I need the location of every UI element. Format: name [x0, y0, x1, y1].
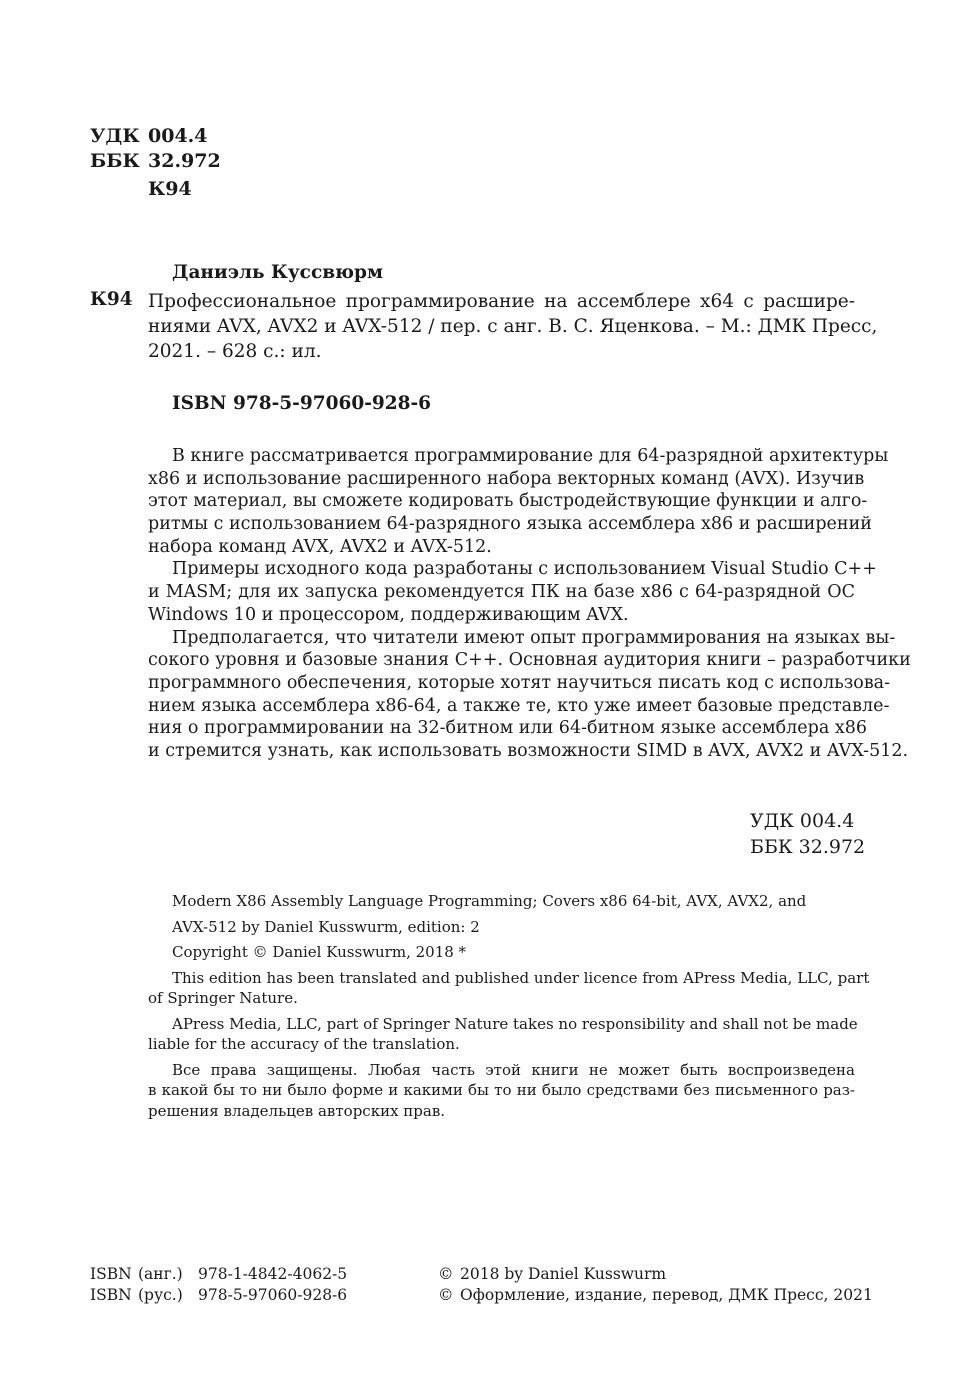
udk-value: 004.4 — [148, 125, 208, 147]
original-title-line: AVX-512 by Daniel Kusswurm, edition: 2 — [172, 917, 480, 936]
bib-line: Профессиональное программирование на ассемблере x64 с расшире- — [148, 291, 855, 312]
disclaimer-line: liable for the accuracy of the translation. — [148, 1035, 460, 1053]
bbk-label: ББК — [90, 150, 140, 172]
isbn-number: 978-5-97060-928-6 — [198, 1286, 348, 1304]
rights-line: Все права защищены. Любая часть этой книги не может быть воспроизведена — [172, 1060, 855, 1079]
isbn-lang: (анг.) — [138, 1265, 183, 1283]
copyright-row — [438, 1285, 873, 1306]
copyright-row — [438, 1264, 873, 1285]
annotation — [148, 445, 911, 763]
annotation-line: ритмы с использованием 64-разрядного языка ассемблера x86 и расширений — [148, 514, 872, 535]
footer-copyrights — [438, 1264, 873, 1306]
isbn-lang: (рус.) — [138, 1286, 183, 1304]
annotation-line: Windows 10 и процессором, поддерживающим AVX. — [148, 604, 629, 625]
annotation-line: и стремится узнать, как использовать возможности SIMD в AVX, AVX2 и AVX-512. — [148, 740, 909, 761]
bbk-right: ББК 32.972 — [750, 836, 866, 858]
author-name: Даниэль Куссвюрм — [172, 262, 384, 283]
annotation-line: Предполагается, что читатели имеют опыт программирования на языках вы- — [172, 627, 896, 648]
bib-author-mark: К94 — [90, 289, 133, 310]
isbn-row — [90, 1264, 347, 1285]
udk-right: УДК 004.4 — [750, 810, 855, 832]
copyright-text: Оформление, издание, перевод, ДМК Пресс, 2021 — [460, 1286, 873, 1304]
classification-right — [750, 808, 865, 860]
bib-line: 2021. – 628 с.: ил. — [148, 341, 322, 362]
rights-line: в какой бы то ни было форме и какими бы то ни было средствами без письменного раз- — [148, 1081, 855, 1099]
author-mark: К94 — [148, 178, 192, 200]
bib-line: ниями AVX, AVX2 и AVX-512 / пер. с анг. В. С. Яценкова. – М.: ДМК Пресс, — [148, 316, 878, 337]
udk-row — [90, 124, 221, 149]
licence-line: of Springer Nature. — [148, 989, 298, 1007]
annotation-line: В книге рассматривается программирование для 64-разрядной архитектуры — [172, 446, 889, 466]
annotation-line: x86 и использование расширенного набора векторных команд (AVX). Изучив — [148, 468, 865, 489]
isbn-label: ISBN — [90, 1286, 132, 1304]
original-title-line: Modern X86 Assembly Language Programming; Covers x86 64-bit, AVX, AVX2, and — [172, 892, 807, 910]
isbn-label: ISBN — [90, 1265, 132, 1283]
classification-block — [90, 124, 221, 202]
licence-line: This edition has been translated and published under licence from APress Media, LLC, part — [172, 968, 870, 987]
annotation-line: Примеры исходного кода разработаны с использованием Visual Studio C++ — [172, 559, 877, 580]
annotation-line: ния о программировании на 32-битном или 64-битном языке ассемблера x86 — [148, 718, 867, 739]
footer-isbns — [90, 1264, 347, 1306]
copyright-icon: © — [438, 1265, 454, 1283]
copyright-text: 2018 by Daniel Kusswurm — [460, 1265, 667, 1283]
annotation-line: сокого уровня и базовые знания C++. Основная аудитория книги – разработчики — [148, 650, 911, 671]
rights-line: решения владельцев авторских прав. — [148, 1101, 446, 1120]
annotation-line: нием языка ассемблера x86-64, а также те, кто уже имеет базовые представле- — [148, 695, 890, 716]
annotation-line: этот материал, вы сможете кодировать быстродействующие функции и алго- — [148, 491, 868, 512]
bibliographic-description — [148, 289, 878, 364]
annotation-line: набора команд AVX, AVX2 и AVX-512. — [148, 536, 492, 557]
annotation-line: программного обеспечения, которые хотят научиться писать код с использова- — [148, 672, 891, 693]
copyright-line: Copyright © Daniel Kusswurm, 2018 * — [172, 943, 467, 961]
annotation-line: и MASM; для их запуска рекомендуется ПК на базе x86 с 64-разрядной ОС — [148, 582, 855, 603]
isbn-number: 978-1-4842-4062-5 — [198, 1265, 348, 1283]
isbn-main: ISBN 978-5-97060-928-6 — [172, 393, 432, 414]
bbk-row — [90, 149, 221, 174]
disclaimer-line: APress Media, LLC, part of Springer Nature takes no responsibility and shall not be made — [172, 1014, 858, 1033]
udk-label: УДК — [90, 125, 140, 147]
copyright-icon: © — [438, 1286, 454, 1304]
rights-notice — [148, 891, 870, 1121]
isbn-row — [90, 1285, 347, 1306]
bbk-value: 32.972 — [148, 150, 221, 172]
